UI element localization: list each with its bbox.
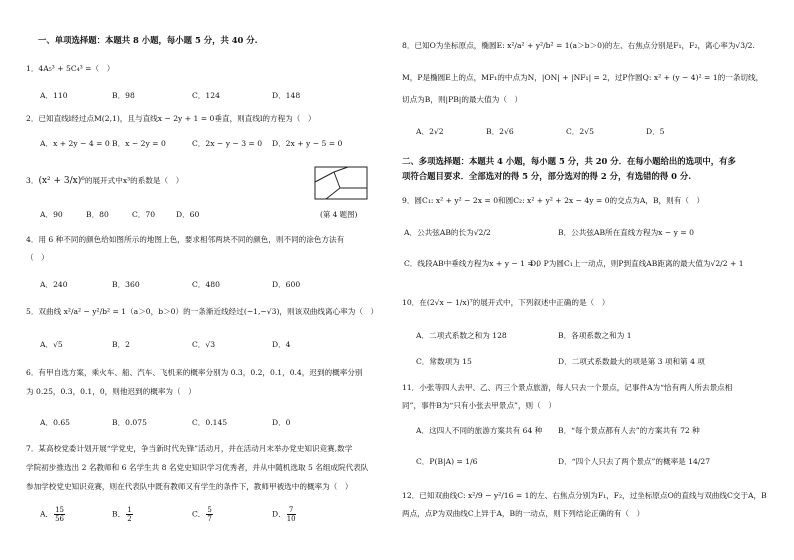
question-1-option-a[interactable]: A．110 [40, 91, 68, 100]
fraction: $\frac{1}{2}$ [127, 506, 132, 523]
question-2-option-a[interactable]: A．x + 2y − 4 = 0 [40, 139, 110, 148]
question-9-option-c[interactable]: C．线段AB中垂线方程为x + y − 1 = 0 [404, 259, 542, 268]
fraction: $\frac{5}{7}$ [207, 506, 212, 523]
question-7-line-3: 参加学校党史知识竞赛，则在代表队中既有教师又有学生的条件下，教师甲被选中的概率为（ ） [26, 482, 353, 491]
question-1-stem: 1．4A₅³ + 5C₄³ =（ ） [26, 64, 115, 73]
question-7-line-1: 7．某高校党委计划开展“学党史，争当新时代先锋”活动月，并在活动月末举办党史知识竞赛,数学 [26, 444, 353, 453]
question-9-option-a[interactable]: A．公共弦AB的长为√2/2 [404, 228, 491, 237]
question-3-option-d[interactable]: D．60 [176, 210, 200, 219]
question-4-line-1: 4．用 6 种不同的颜色给如图所示的地图上色，要求相邻两块不同的颜色，则不同的涂色方法有 [26, 235, 345, 244]
question-6-option-d[interactable]: D．0 [272, 418, 291, 427]
question-3-number: 3． [26, 176, 39, 185]
question-7-option-d[interactable] [272, 506, 297, 523]
question-6-option-c[interactable]: C．0.145 [192, 418, 228, 427]
question-5-option-d[interactable]: D．4 [272, 340, 291, 349]
question-4-option-a[interactable]: A．240 [40, 280, 68, 289]
question-11-option-b[interactable]: B．“每个景点都有人去”的方案共有 72 种 [558, 426, 700, 435]
question-10-option-a[interactable]: A．二项式系数之和为 128 [416, 331, 507, 340]
question-4-option-b[interactable]: B．360 [112, 280, 140, 289]
question-11-option-a[interactable]: A．这四人不同的旅游方案共有 64 种 [416, 426, 543, 435]
question-11-line-2: 同”，事件B为“只有小张去甲景点”，则（ ） [402, 401, 556, 410]
question-8-option-c[interactable]: C．2√5 [566, 127, 594, 136]
question-5-option-c[interactable]: C．√3 [192, 340, 216, 349]
map-figure [314, 166, 368, 200]
question-2-option-b[interactable]: B．x − 2y = 0 [112, 139, 166, 148]
option-letter: C． [192, 509, 206, 519]
question-11-line-1: 11．小张等四人去甲、乙、丙三个景点旅游，每人只去一个景点，记事件A为“恰有两人所去景点相 [402, 383, 733, 392]
question-9-option-d[interactable]: D．P为圆C₁上一动点，则P到直线AB距离的最大值为√2/2 + 1 [530, 259, 744, 268]
section-title-multi-choice-1: 二、多项选择题：本题共 4 小题，每小题 5 分，共 20 分．在每小题给出的选项中，有多 [402, 156, 736, 166]
option-letter: A． [40, 509, 54, 519]
question-2-option-d[interactable]: D．2x + y − 5 = 0 [272, 139, 343, 148]
question-8-line-3: 切点为B，则|PB|的最大值为（ ） [402, 95, 523, 104]
question-5-option-a[interactable]: A．√5 [40, 340, 63, 349]
question-3-expression: (x² + 3/x)⁶ [38, 176, 85, 186]
question-10-stem: 10．在(2√x − 1/x)⁷的展开式中，下列叙述中正确的是（ ） [402, 298, 610, 307]
question-9-option-b[interactable]: B．公共弦AB所在直线方程为x − y = 0 [558, 228, 694, 237]
question-7-option-b[interactable] [112, 506, 134, 523]
question-8-option-a[interactable]: A．2√2 [416, 127, 444, 136]
question-1-option-c[interactable]: C．124 [192, 91, 220, 100]
section-title-single-choice: 一、单项选择题：本题共 8 小题，每小题 5 分，共 40 分. [38, 35, 258, 45]
question-2-option-c[interactable]: C．2x − y − 3 = 0 [192, 139, 263, 148]
question-5-stem: 5．双曲线 x²/a² − y²/b² = 1（a＞0，b＞0）的一条渐近线经过(−1,−√3)，则该双曲线离心率为（ ） [26, 307, 379, 316]
question-6-option-a[interactable]: A．0.65 [40, 418, 70, 427]
question-7-option-c[interactable] [192, 506, 214, 523]
question-9-stem: 9．圆C₁: x² + y² − 2x = 0和圆C₂: x² + y² + 2x − 4y = 0的交点为A，B，则有（ ） [402, 196, 705, 205]
question-3-text: 的展开式中x³的系数是（ ） [84, 176, 184, 185]
question-3-stem [26, 175, 183, 187]
fraction: $\frac{7}{10}$ [286, 506, 296, 523]
question-1-option-b[interactable]: B．98 [112, 91, 135, 100]
question-8-option-d[interactable]: D．5 [646, 127, 665, 136]
question-4-option-d[interactable]: D．600 [272, 280, 301, 289]
question-10-option-c[interactable]: C．常数项为 15 [416, 357, 472, 366]
question-10-option-b[interactable]: B．各项系数之和为 1 [558, 331, 632, 340]
question-8-line-2: M，P是椭圆E上的点，MF₁的中点为N，|ON| + |NF₁| = 2，过P作圆Q: x² + (y − 4)² = 1的一条切线， [402, 73, 764, 82]
question-6-option-b[interactable]: B．0.075 [112, 418, 147, 427]
question-7-option-a[interactable] [40, 506, 66, 523]
question-2-stem: 2．已知直线l经过点M(2,1)，且与直线x − 2y + 1 = 0垂直，则直线l的方程为（ ） [26, 114, 316, 123]
question-8-option-b[interactable]: B．2√6 [486, 127, 514, 136]
question-4-line-2: （ ） [26, 253, 49, 262]
question-5-option-b[interactable]: B．2 [112, 340, 131, 349]
question-8-line-1: 8．已知O为坐标原点，椭圆E: x²/a² + y²/b² = 1(a＞b＞0)的左、右焦点分别是F₁，F₂，离心率为√3/2. [402, 41, 755, 50]
question-12-line-2: 两点，点P为双曲线C上异于A，B的一动点，则下列结论正确的有（ ） [402, 509, 645, 518]
question-3-option-b[interactable]: B．80 [86, 210, 109, 219]
question-3-option-a[interactable]: A．90 [40, 210, 63, 219]
fraction: $\frac{15}{56}$ [55, 506, 64, 523]
figure-caption: (第 4 题图) [320, 210, 358, 219]
question-11-option-c[interactable]: C．P(B|A) = 1/6 [416, 457, 478, 466]
question-7-line-2: 学院初步推选出 2 名教师和 6 名学生共 8 名党史知识学习优秀者，并从中随机选取 5 名组成院代表队 [26, 463, 369, 472]
section-title-multi-choice-2: 项符合题目要求．全部选对的得 5 分，部分选对的得 2 分，有选错的得 0 分. [402, 171, 692, 181]
question-11-option-d[interactable]: D．“四个人只去了两个景点”的概率是 14/27 [558, 457, 711, 466]
question-1-option-d[interactable]: D．148 [272, 91, 301, 100]
question-10-option-d[interactable]: D．二项式系数最大的项是第 3 项和第 4 项 [558, 357, 705, 366]
option-letter: D． [272, 509, 286, 519]
question-6-line-1: 6．有甲自选方案，乘火车、船、汽车、飞机来的概率分别为 0.3，0.2，0.1，0.4，迟到的概率分别 [26, 368, 363, 377]
question-6-line-2: 为 0.25，0.3，0.1，0，则他迟到的概率为（ ） [26, 387, 196, 396]
question-4-option-c[interactable]: C．480 [192, 280, 220, 289]
question-3-option-c[interactable]: C．70 [132, 210, 156, 219]
question-12-line-1: 12．已知双曲线C: x²/9 − y²/16 = 1的左、右焦点分别为F₁，F₂，过坐标原点O的直线与双曲线C交于A，B [402, 491, 767, 500]
option-letter: B． [112, 509, 126, 519]
